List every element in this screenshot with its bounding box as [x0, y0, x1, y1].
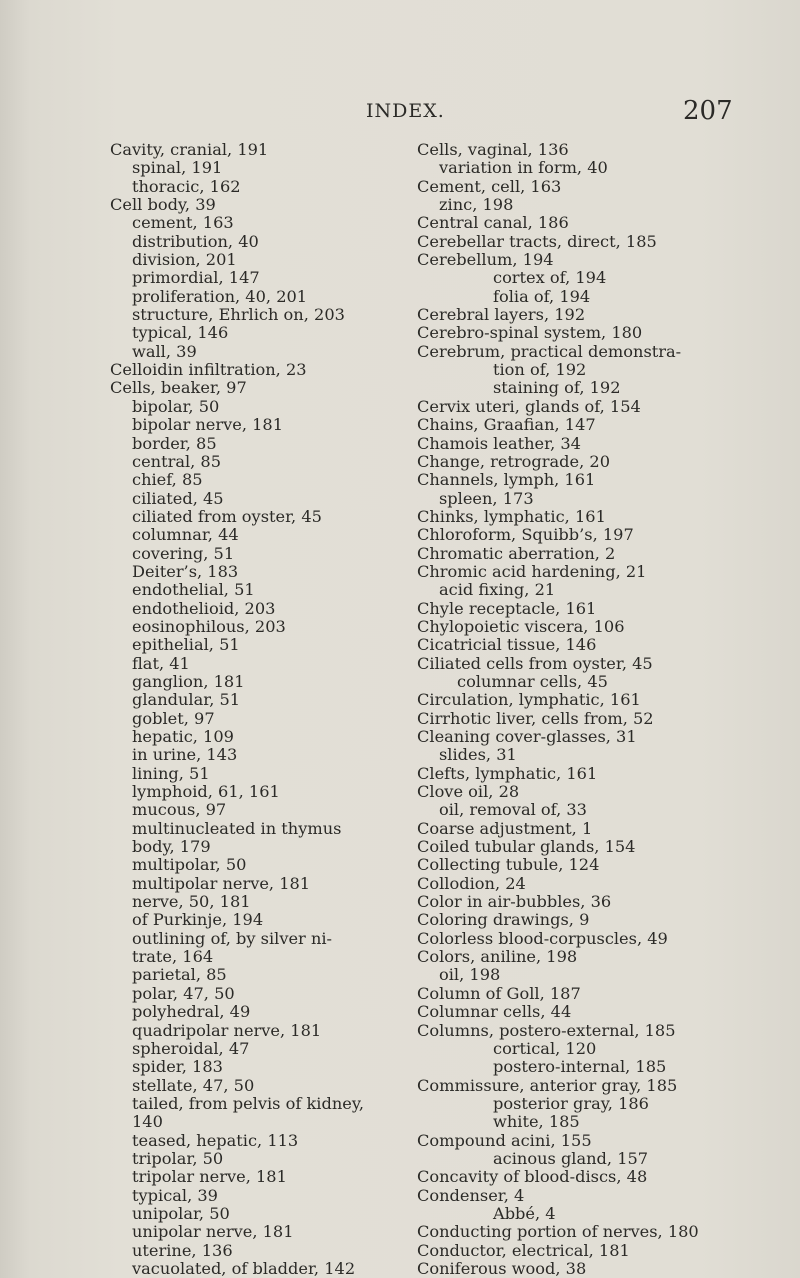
- index-entry: spinal, 191: [132, 158, 223, 178]
- index-entry: Chinks, lymphatic, 161: [417, 506, 606, 526]
- index-entry: tripolar nerve, 181: [132, 1167, 287, 1187]
- index-entry: spider, 183: [132, 1057, 223, 1077]
- index-entry: Cirrhotic liver, cells from, 52: [417, 708, 654, 728]
- index-entry: stellate, 47, 50: [132, 1075, 255, 1095]
- index-entry: nerve, 50, 181: [132, 892, 251, 912]
- index-entry: Chylopoietic viscera, 106: [417, 616, 625, 636]
- index-entry: Conducting portion of nerves, 180: [417, 1222, 699, 1242]
- index-entry: border, 85: [132, 433, 217, 453]
- index-entry: endothelial, 51: [132, 580, 255, 600]
- index-entry: proliferation, 40, 201: [132, 286, 308, 306]
- index-entry: outlining of, by silver ni-: [132, 928, 333, 948]
- index-entry: bipolar, 50: [132, 396, 220, 416]
- index-entry: posterior gray, 186: [493, 1093, 649, 1113]
- index-entry: multinucleated in thymus: [132, 818, 342, 838]
- index-entry: bipolar nerve, 181: [132, 415, 284, 435]
- index-entry: spheroidal, 47: [132, 1038, 250, 1058]
- index-entry: ciliated from oyster, 45: [132, 506, 322, 526]
- index-entry: Chyle receptacle, 161: [417, 598, 597, 618]
- index-entry: Cells, vaginal, 136: [417, 140, 569, 159]
- index-entry: thoracic, 162: [132, 176, 241, 196]
- index-entry: oil, removal of, 33: [439, 800, 587, 820]
- index-entry: covering, 51: [132, 543, 235, 563]
- page-header: [0, 96, 800, 130]
- index-entry: body, 179: [132, 837, 211, 857]
- index-entry: Ciliated cells from oyster, 45: [417, 653, 653, 673]
- index-entry: Cerebro-spinal system, 180: [417, 323, 643, 343]
- index-entry: Channels, lymph, 161: [417, 470, 596, 490]
- index-entry: eosinophilous, 203: [132, 616, 286, 636]
- index-entry: columnar, 44: [132, 525, 239, 545]
- index-entry: Chromatic aberration, 2: [417, 543, 616, 563]
- index-entry: Deiter’s, 183: [132, 561, 239, 581]
- index-entry: Chains, Graafian, 147: [417, 415, 596, 435]
- index-entry: vacuolated, of bladder, 142: [132, 1258, 356, 1278]
- index-entry: glandular, 51: [132, 690, 241, 710]
- index-entry: Cavity, cranial, 191: [110, 140, 269, 159]
- index-entry: Commissure, anterior gray, 185: [417, 1075, 678, 1095]
- index-entry: distribution, 40: [132, 231, 259, 251]
- index-entry: Columnar cells, 44: [417, 1002, 572, 1022]
- index-entry: hepatic, 109: [132, 727, 234, 746]
- index-entry: Change, retrograde, 20: [417, 451, 611, 471]
- index-entry: mucous, 97: [132, 800, 227, 820]
- page-number: 207: [683, 96, 733, 126]
- index-entry: Colors, aniline, 198: [417, 947, 578, 967]
- index-entry: Cerebrum, practical demonstra-: [417, 341, 682, 361]
- index-entry: cement, 163: [132, 213, 234, 233]
- index-entry: typical, 39: [132, 1185, 218, 1205]
- index-entry: Coiled tubular glands, 154: [417, 837, 636, 857]
- index-entry: lining, 51: [132, 763, 210, 783]
- index-entry: of Purkinje, 194: [132, 910, 264, 930]
- index-entry: Compound acini, 155: [417, 1130, 592, 1150]
- index-entry: Concavity of blood-discs, 48: [417, 1167, 648, 1187]
- index-entry: Conductor, electrical, 181: [417, 1240, 630, 1260]
- index-entry: lymphoid, 61, 161: [132, 782, 280, 802]
- index-entry: structure, Ehrlich on, 203: [132, 305, 345, 325]
- index-entry: Cerebral layers, 192: [417, 305, 586, 325]
- index-entry: spleen, 173: [439, 488, 534, 508]
- index-entry: Collecting tubule, 124: [417, 855, 600, 875]
- index-entry: cortical, 120: [493, 1038, 597, 1058]
- index-entry: Cervix uteri, glands of, 154: [417, 396, 641, 416]
- index-entry: trate, 164: [132, 947, 214, 967]
- index-entry: multipolar nerve, 181: [132, 873, 311, 893]
- index-entry: Coniferous wood, 38: [417, 1258, 587, 1278]
- index-column-left: [110, 141, 410, 1278]
- index-entry: Celloidin infiltration, 23: [110, 360, 307, 380]
- index-entry: variation in form, 40: [439, 158, 608, 178]
- index-entry: polar, 47, 50: [132, 983, 235, 1003]
- index-entry: central, 85: [132, 451, 222, 471]
- index-entry: folia of, 194: [493, 286, 591, 306]
- index-entry: Cement, cell, 163: [417, 176, 562, 196]
- index-entry: Chloroform, Squibb’s, 197: [417, 525, 634, 545]
- index-entry: Abbé, 4: [493, 1203, 556, 1223]
- index-entry: Cicatricial tissue, 146: [417, 635, 597, 655]
- index-entry: 140: [132, 1112, 163, 1132]
- index-entry: tion of, 192: [493, 360, 587, 380]
- index-entry: unipolar, 50: [132, 1203, 230, 1223]
- index-entry: epithelial, 51: [132, 635, 240, 655]
- index-entry: staining of, 192: [493, 378, 621, 398]
- index-entry: chief, 85: [132, 470, 203, 490]
- index-entry: Cerebellar tracts, direct, 185: [417, 231, 657, 251]
- index-entry: flat, 41: [132, 653, 190, 673]
- index-entry: Collodion, 24: [417, 873, 526, 893]
- index-entry: unipolar nerve, 181: [132, 1222, 294, 1242]
- index-entry: uterine, 136: [132, 1240, 233, 1260]
- index-entry: endothelioid, 203: [132, 598, 276, 618]
- index-entry: Cleaning cover-glasses, 31: [417, 727, 637, 746]
- index-column-right: [417, 141, 797, 1278]
- index-entry: tailed, from pelvis of kidney,: [132, 1093, 364, 1113]
- index-entry: typical, 146: [132, 323, 229, 343]
- index-entry: Color in air-bubbles, 36: [417, 892, 612, 912]
- index-entry: tripolar, 50: [132, 1148, 224, 1168]
- index-entry: zinc, 198: [439, 195, 514, 215]
- index-entry: Coloring drawings, 9: [417, 910, 590, 930]
- index-entry: multipolar, 50: [132, 855, 247, 875]
- index-entry: Cell body, 39: [110, 195, 216, 215]
- index-entry: wall, 39: [132, 341, 197, 361]
- running-title: INDEX.: [366, 100, 445, 122]
- index-entry: Circulation, lymphatic, 161: [417, 690, 641, 710]
- index-entry: Central canal, 186: [417, 213, 569, 233]
- index-entry: ciliated, 45: [132, 488, 224, 508]
- index-entry: Clefts, lymphatic, 161: [417, 763, 598, 783]
- index-entry: Columns, postero-external, 185: [417, 1020, 676, 1040]
- index-entry: cortex of, 194: [493, 268, 607, 288]
- index-entry: Colorless blood-corpuscles, 49: [417, 928, 668, 948]
- index-entry: slides, 31: [439, 745, 517, 765]
- index-entry: acinous gland, 157: [493, 1148, 649, 1168]
- index-entry: oil, 198: [439, 965, 501, 985]
- index-entry: columnar cells, 45: [457, 671, 608, 691]
- index-entry: Condenser, 4: [417, 1185, 525, 1205]
- index-entry: Coarse adjustment, 1: [417, 818, 593, 838]
- index-entry: white, 185: [493, 1112, 580, 1132]
- index-entry: teased, hepatic, 113: [132, 1130, 299, 1150]
- index-entry: goblet, 97: [132, 708, 215, 728]
- index-entry: in urine, 143: [132, 745, 238, 765]
- index-entry: polyhedral, 49: [132, 1002, 251, 1022]
- index-entry: Clove oil, 28: [417, 782, 520, 802]
- index-entry: Column of Goll, 187: [417, 983, 581, 1003]
- index-entry: postero-internal, 185: [493, 1057, 667, 1077]
- index-entry: ganglion, 181: [132, 671, 245, 691]
- index-entry: quadripolar nerve, 181: [132, 1020, 322, 1040]
- index-entry: primordial, 147: [132, 268, 260, 288]
- index-entry: Cerebellum, 194: [417, 250, 554, 270]
- index-entry: acid fixing, 21: [439, 580, 556, 600]
- index-entry: division, 201: [132, 250, 237, 270]
- index-entry: parietal, 85: [132, 965, 227, 985]
- index-entry: Chromic acid hardening, 21: [417, 561, 647, 581]
- index-entry: Cells, beaker, 97: [110, 378, 247, 398]
- index-entry: Chamois leather, 34: [417, 433, 581, 453]
